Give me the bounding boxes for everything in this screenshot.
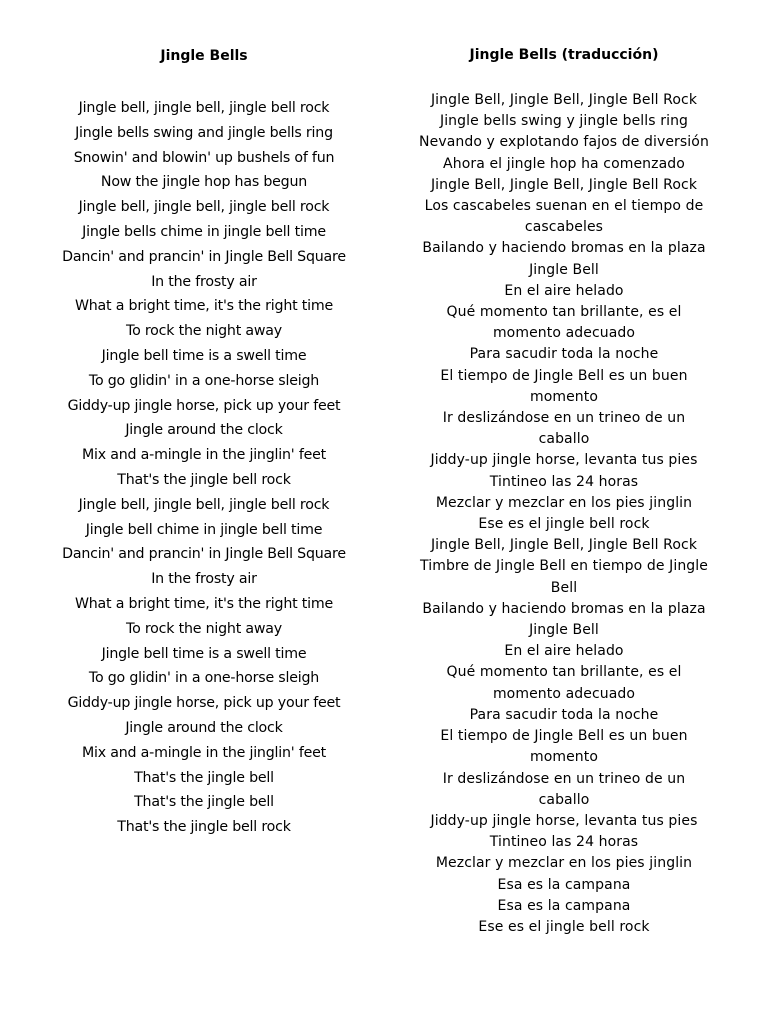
spanish-lyric-line: caballo [538, 431, 590, 448]
spanish-lyric-line: Bell [550, 579, 578, 596]
english-lyric-line: Jingle bells chime in jingle bell time [82, 223, 326, 240]
english-lyric-line: What a bright time, it's the right time [74, 298, 334, 315]
spanish-lyric-line: momento [529, 749, 599, 766]
spanish-lyric-line: Qué momento tan brillante, es el [446, 304, 682, 321]
spanish-lyric-line: Ese es el jingle bell rock [478, 918, 650, 935]
spanish-lyric-line: Para sacudir toda la noche [469, 346, 659, 363]
english-lyric-line: To rock the night away [126, 620, 282, 637]
english-lyric-line: Snowin' and blowin' up bushels of fun [73, 149, 335, 166]
english-lyric-line: Mix and a-mingle in the jinglin' feet [81, 447, 327, 464]
spanish-lyric-line: Jingle Bell [529, 622, 599, 639]
spanish-lyric-line: Esa es la campana [497, 897, 631, 914]
english-lyric-line: Jingle bells swing and jingle bells ring [75, 124, 333, 141]
spanish-lyric-line: momento adecuado [492, 325, 636, 342]
spanish-lyric-line: Nevando y explotando fajos de diversión [419, 134, 709, 151]
english-lyric-line: To go glidin' in a one-horse sleigh [88, 670, 320, 687]
spanish-lyric-line: En el aire helado [504, 282, 624, 299]
spanish-lyric-line: Jingle Bell, Jingle Bell, Jingle Bell Rock [430, 176, 698, 193]
english-title: Jingle Bells [160, 48, 248, 64]
spanish-lyric-line: Jingle Bell, Jingle Bell, Jingle Bell Rock [430, 92, 698, 108]
english-lyric-line: In the frosty air [151, 273, 257, 290]
english-lyric-line: Now the jingle hop has begun [100, 174, 308, 191]
spanish-lyric-line: Jiddy-up jingle horse, levanta tus pies [430, 812, 698, 829]
spanish-lyric-line: Ese es el jingle bell rock [478, 516, 650, 533]
spanish-lyric-line: momento adecuado [492, 685, 636, 702]
spanish-lyric-line: Para sacudir toda la noche [469, 706, 659, 723]
spanish-lyrics-list [392, 90, 736, 938]
english-lyric-line: Dancin' and prancin' in Jingle Bell Square [62, 546, 346, 563]
spanish-lyric-line: Ir deslizándose en un trineo de un [442, 410, 686, 427]
spanish-lyric-line: El tiempo de Jingle Bell es un buen [440, 367, 688, 384]
spanish-lyric-line: Ir deslizándose en un trineo de un [442, 770, 686, 787]
spanish-lyric-line: Qué momento tan brillante, es el [446, 664, 682, 681]
english-lyric-line: Jingle bell, jingle bell, jingle bell rock [78, 496, 330, 513]
spanish-lyric-line: Esa es la campana [497, 876, 631, 893]
english-lyric-line: Dancin' and prancin' in Jingle Bell Square [62, 248, 346, 265]
english-lyric-line: In the frosty air [151, 571, 257, 588]
spanish-lyric-line: Jingle bells swing y jingle bells ring [439, 113, 689, 130]
spanish-lyric-line: Bailando y haciendo bromas en la plaza [422, 600, 706, 617]
spanish-lyric-line: Jiddy-up jingle horse, levanta tus pies [430, 452, 698, 469]
english-lyric-line: Jingle bell, jingle bell, jingle bell rock [78, 199, 330, 216]
spanish-title: Jingle Bells (traducción) [469, 47, 659, 63]
spanish-lyric-line: Bailando y haciendo bromas en la plaza [422, 240, 706, 257]
english-lyric-line: That's the jingle bell [134, 769, 274, 786]
english-lyric-line: Jingle around the clock [125, 719, 283, 736]
spanish-lyric-line: Tintineo las 24 horas [489, 473, 639, 490]
english-lyric-line: That's the jingle bell rock [117, 819, 291, 836]
spanish-lyric-line: Jingle Bell, Jingle Bell, Jingle Bell Rock [430, 537, 698, 554]
spanish-lyric-line: Mezclar y mezclar en los pies jinglin [435, 855, 693, 872]
english-lyric-line: Giddy-up jingle horse, pick up your feet [67, 397, 341, 414]
english-lyric-line: Giddy-up jingle horse, pick up your feet [67, 695, 341, 712]
english-lyric-line: To go glidin' in a one-horse sleigh [88, 372, 320, 389]
spanish-lyric-line: Los cascabeles suenan en el tiempo de [424, 198, 704, 215]
spanish-lyric-line: momento [529, 388, 599, 405]
english-lyric-line: Jingle around the clock [125, 422, 283, 439]
english-lyric-line: Jingle bell chime in jingle bell time [85, 521, 323, 538]
spanish-lyric-line: Timbre de Jingle Bell en tiempo de Jingle [420, 558, 708, 575]
spanish-lyric-line: caballo [538, 791, 590, 808]
spanish-lyric-line: cascabeles [524, 219, 604, 236]
english-lyric-line: Mix and a-mingle in the jinglin' feet [81, 744, 327, 761]
english-lyric-line: What a bright time, it's the right time [74, 595, 334, 612]
english-lyric-line: Jingle bell time is a swell time [101, 645, 307, 662]
spanish-lyric-line: Jingle Bell [529, 261, 599, 278]
spanish-lyric-line: Ahora el jingle hop ha comenzado [443, 155, 685, 172]
english-lyric-line: That's the jingle bell [134, 794, 274, 811]
english-lyric-line: To rock the night away [126, 323, 282, 340]
english-lyrics-list [18, 96, 390, 840]
spanish-lyric-line: Tintineo las 24 horas [489, 834, 639, 851]
english-lyric-line: Jingle bell, jingle bell, jingle bell rock [78, 100, 330, 116]
english-lyric-line: That's the jingle bell rock [117, 471, 291, 488]
spanish-lyric-line: En el aire helado [504, 643, 624, 660]
english-lyric-line: Jingle bell time is a swell time [101, 347, 307, 364]
spanish-lyric-line: El tiempo de Jingle Bell es un buen [440, 728, 688, 745]
spanish-lyric-line: Mezclar y mezclar en los pies jinglin [435, 494, 693, 511]
